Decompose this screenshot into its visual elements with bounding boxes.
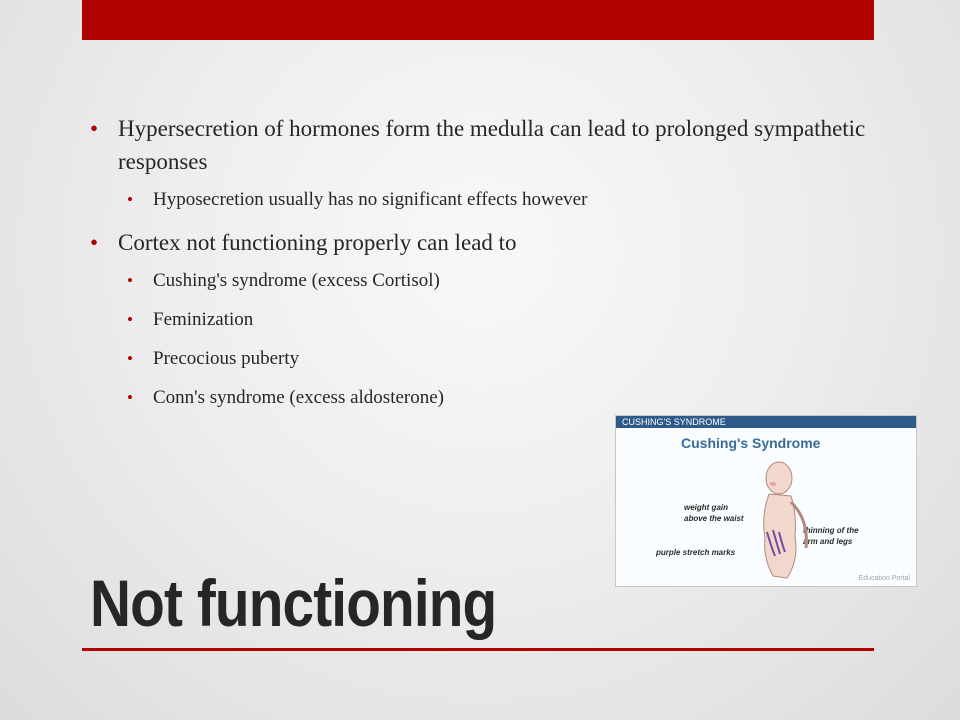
- top-accent-bar: [82, 0, 874, 40]
- slide-title: Not functioning: [90, 566, 497, 640]
- body-illustration: [751, 456, 826, 586]
- bullet-item: • Precocious puberty: [90, 346, 880, 372]
- label-thinning: thinning of the arm and legs: [803, 526, 859, 546]
- label-weight-gain: weight gain above the waist: [684, 503, 744, 523]
- figure-brand: Education Portal: [858, 575, 910, 582]
- figure-header: CUSHING'S SYNDROME: [616, 416, 916, 428]
- bullet-list: [90, 112, 880, 411]
- bullet-item: • Hypersecretion of hormones form the medulla can lead to prolonged sympathetic responses: [90, 112, 880, 178]
- figure-heading: Cushing's Syndrome: [681, 435, 821, 451]
- bullet-item: • Cushing's syndrome (excess Cortisol): [90, 268, 880, 294]
- cushings-syndrome-image: [615, 415, 917, 587]
- bullet-item: • Feminization: [90, 307, 880, 333]
- label-stretch-marks: purple stretch marks: [656, 548, 736, 557]
- bullet-item: • Conn's syndrome (excess aldosterone): [90, 385, 880, 411]
- bullet-item: • Cortex not functioning properly can lead to: [90, 226, 880, 259]
- bullet-item: • Hyposecretion usually has no significant effects however: [90, 187, 880, 213]
- title-underline: [82, 648, 874, 651]
